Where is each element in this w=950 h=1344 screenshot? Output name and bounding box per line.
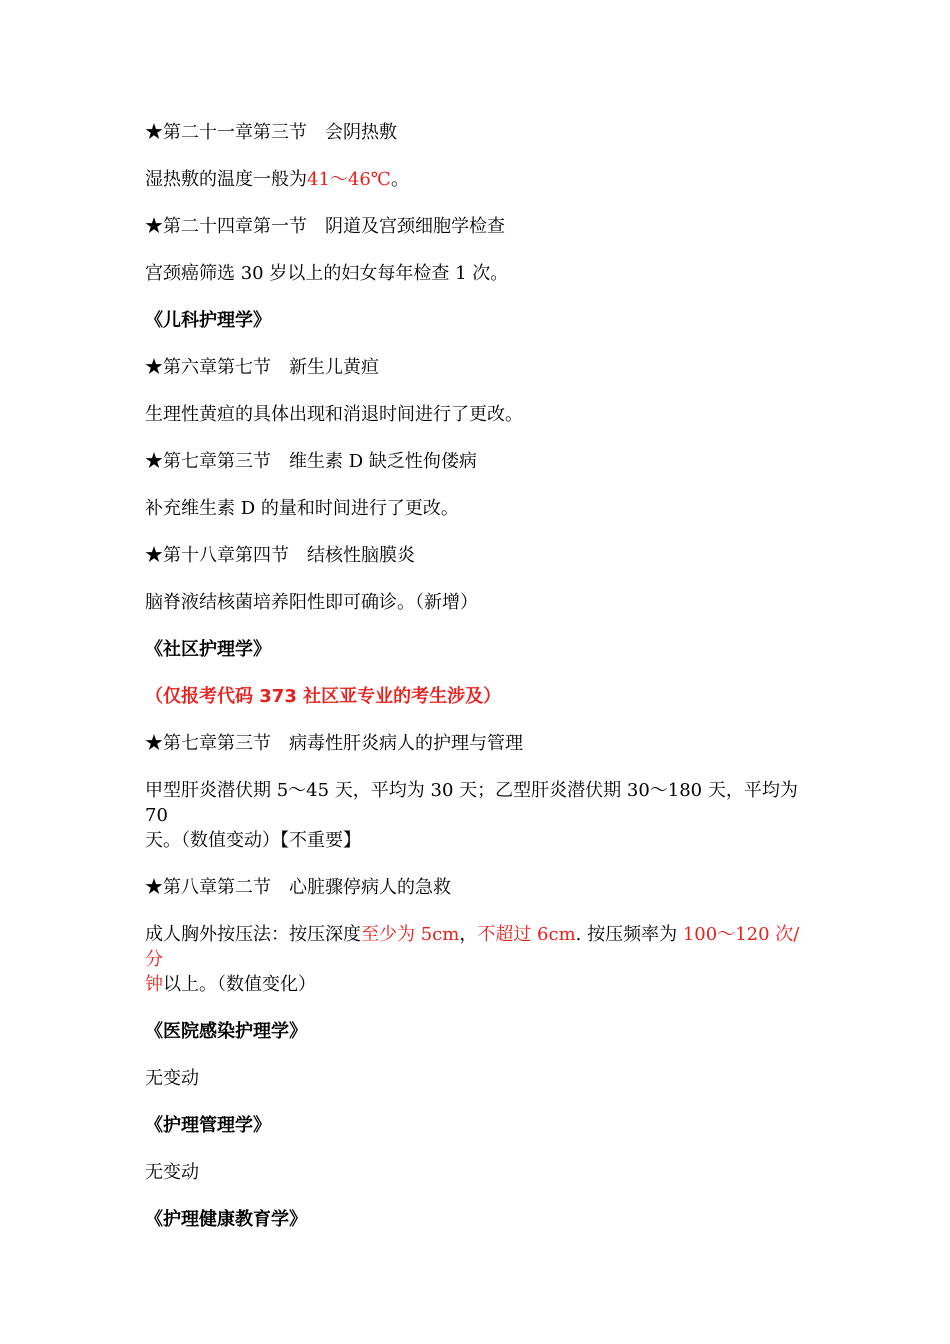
section-heading-perineal-hot-compress: ★第二十一章第三节 会阴热敷	[145, 122, 397, 143]
book-title-management-nursing: 《护理管理学》	[145, 1115, 271, 1136]
highlight-depth-max: 不超过 6cm	[477, 924, 576, 945]
paragraph-no-change-2: 无变动	[145, 1162, 199, 1183]
paragraph-chest-compression	[145, 922, 815, 997]
text-segment: ，	[459, 924, 478, 945]
highlight-temperature: 41～46℃	[307, 169, 391, 190]
text-segment: 湿热敷的温度一般为	[145, 169, 307, 190]
section-heading-neonatal-jaundice: ★第六章第七节 新生儿黄疸	[145, 357, 379, 378]
text-segment: . 按压频率为	[575, 924, 683, 945]
paragraph-no-change-1: 无变动	[145, 1068, 199, 1089]
section-heading-tuberculous-meningitis: ★第十八章第四节 结核性脑膜炎	[145, 545, 415, 566]
highlight-rate: 100～120 次/分	[145, 924, 800, 970]
text-line: 甲型肝炎潜伏期 5～45 天，平均为 30 天；乙型肝炎潜伏期 30～180 天，平均为 70	[145, 780, 804, 826]
paragraph-cervical-screening: 宫颈癌筛选 30 岁以上的妇女每年检查 1 次。	[145, 263, 509, 284]
book-title-health-education: 《护理健康教育学》	[145, 1209, 307, 1230]
section-heading-cardiac-arrest: ★第八章第二节 心脏骤停病人的急救	[145, 877, 451, 898]
book-title-community-nursing: 《社区护理学》	[145, 639, 271, 660]
highlight-depth-min: 至少为 5cm	[361, 924, 460, 945]
section-heading-rickets: ★第七章第三节 维生素 D 缺乏性佝偻病	[145, 451, 477, 472]
section-heading-cervical-cytology: ★第二十四章第一节 阴道及宫颈细胞学检查	[145, 216, 505, 237]
paragraph-csf-culture: 脑脊液结核菌培养阳性即可确诊。（新增）	[145, 592, 478, 613]
paragraph-vitamin-d-change: 补充维生素 D 的量和时间进行了更改。	[145, 498, 459, 519]
paragraph-jaundice-change: 生理性黄疸的具体出现和消退时间进行了更改。	[145, 404, 523, 425]
text-segment: 。	[390, 169, 409, 190]
text-line: 天。（数值变动）【不重要】	[145, 830, 361, 851]
book-title-infection-nursing: 《医院感染护理学》	[145, 1021, 307, 1042]
paragraph-hepatitis-incubation	[145, 778, 815, 853]
book-title-pediatric-nursing: 《儿科护理学》	[145, 310, 271, 331]
text-segment: 成人胸外按压法：按压深度	[145, 924, 361, 945]
text-segment: 以上。（数值变化）	[163, 974, 316, 995]
highlight-rate-cont: 钟	[145, 974, 163, 995]
section-heading-viral-hepatitis: ★第七章第三节 病毒性肝炎病人的护理与管理	[145, 733, 523, 754]
note-community-subspecialty: （仅报考代码 373 社区亚专业的考生涉及）	[145, 686, 502, 707]
paragraph-compress-temperature	[145, 167, 815, 192]
document-page	[145, 120, 815, 1232]
